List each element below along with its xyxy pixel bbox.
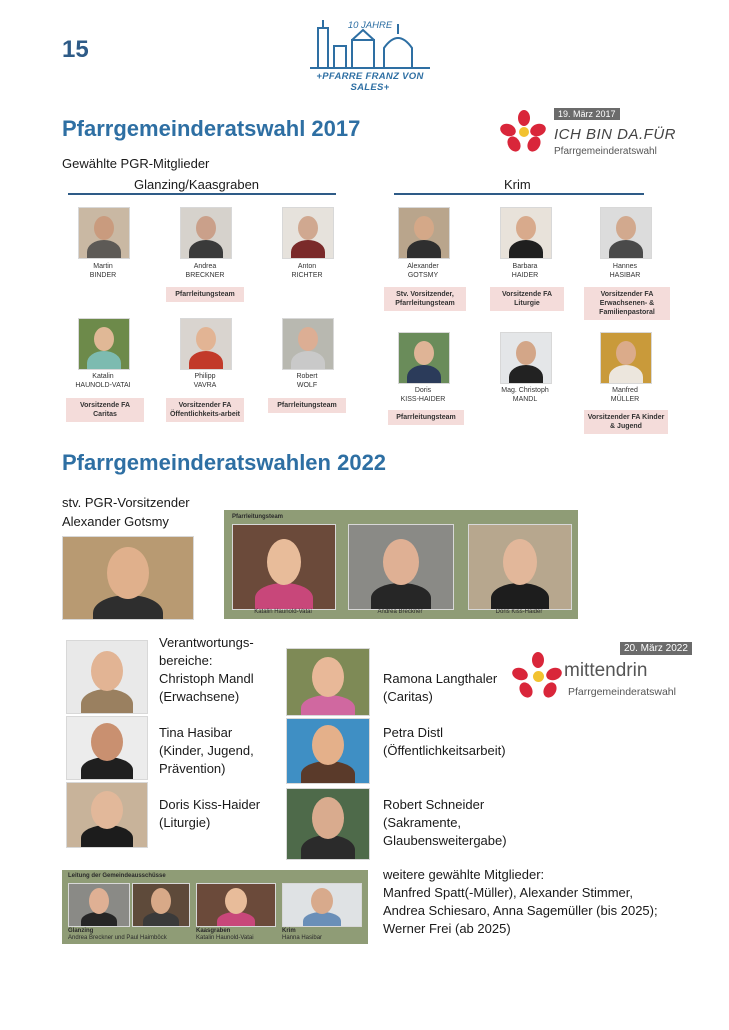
committee-place: Krim (282, 928, 296, 934)
member-photo (180, 318, 232, 370)
panel-label: Pfarrleitungsteam (232, 514, 284, 520)
vice-chair-name: Alexander Gotsmy (62, 514, 169, 529)
vice-chair-label: stv. PGR-Vorsitzender (62, 495, 190, 510)
member-name: Philipp VAVRA (193, 373, 217, 389)
panel-caption: Katalin Haunold-Vatai (254, 609, 312, 615)
parish-name: +PFARRE FRANZ VON SALES+ (316, 71, 424, 93)
member-name: Katalin HAUNOLD-VATAI (75, 373, 131, 389)
member-photo (286, 648, 370, 716)
member-name: Martin BINDER (89, 263, 117, 279)
member-name: Barbara HAIDER (511, 263, 539, 279)
member-photo (282, 883, 362, 927)
election-stamp-2022 (512, 640, 688, 706)
member-photo (78, 207, 130, 259)
member-name: Andrea BRECKNER (185, 263, 225, 279)
member-photo (66, 716, 148, 780)
member-role: Vorsitzende FA Caritas (66, 398, 144, 422)
member-role: Pfarrleitungsteam (388, 410, 464, 425)
member-photo (286, 718, 370, 784)
member-photo (66, 640, 148, 714)
member-role: Pfarrleitungsteam (166, 287, 244, 302)
member-photo (398, 207, 450, 259)
leadership-team-panel (224, 510, 578, 619)
member-name: Hannes HASIBAR (609, 263, 641, 279)
committee-place: Glanzing (68, 928, 94, 934)
member-photo (348, 524, 454, 610)
stamp-date: 20. März 2022 (620, 642, 692, 655)
group-heading-glanzing: Glanzing/Kaasgraben (134, 177, 260, 192)
member-photo (600, 207, 652, 259)
section-title-2022: Pfarrgemeinderatswahlen 2022 (62, 450, 387, 475)
member-photo (468, 524, 572, 610)
member-name: Anton RICHTER (291, 263, 323, 279)
elected-members-label: Gewählte PGR-Mitglieder (62, 156, 210, 171)
member-photo (196, 883, 276, 927)
committee-names: Hanna Hasibar (282, 935, 323, 941)
divider-krim (394, 193, 644, 195)
stamp-subtitle: Pfarrgemeinderatswahl (568, 686, 676, 698)
responsibility-item: Christoph Mandl (Erwachsene) (159, 671, 254, 704)
committee-names: Katalin Haunold-Vatai (196, 935, 254, 941)
vice-chair-photo (62, 536, 194, 620)
member-photo (282, 207, 334, 259)
member-photo (232, 524, 336, 610)
member-photo (180, 207, 232, 259)
member-photo (132, 883, 190, 927)
member-role: Vorsitzende FA Liturgie (490, 287, 564, 311)
member-name: Alexander GOTSMY (407, 263, 439, 279)
stamp-slogan: mittendrin (564, 660, 648, 681)
member-role: Vorsitzender FA Erwachsenen- & Familienpastoral (584, 287, 670, 320)
committee-leadership-panel (62, 870, 368, 944)
member-photo (500, 332, 552, 384)
member-role: Vorsitzender FA Öffentlichkeits-arbeit (166, 398, 244, 422)
member-role: Vorsitzender FA Kinder & Jugend (584, 410, 668, 434)
member-photo (282, 318, 334, 370)
member-photo (398, 332, 450, 384)
group-heading-krim: Krim (504, 177, 531, 192)
panel-label: Leitung der Gemeindeausschüsse (68, 873, 166, 879)
member-name: Doris KISS-HAIDER (400, 387, 446, 403)
member-photo (286, 788, 370, 860)
section-title-2017: Pfarrgemeinderatswahl 2017 (62, 116, 361, 141)
committee-names: Andrea Breckner und Paul Haimböck (68, 935, 167, 941)
member-name: Mag. Christoph MANDL (501, 387, 549, 403)
responsibility-item: Robert Schneider (Sakramente, Glaubensweitergabe) (383, 797, 507, 848)
stamp-subtitle: Pfarrgemeinderatswahl (554, 146, 657, 157)
panel-caption: Andrea Breckner (377, 609, 423, 615)
member-photo (68, 883, 130, 927)
member-photo (78, 318, 130, 370)
member-photo (66, 782, 148, 848)
member-role: Stv. Vorsitzender, Pfarrleitungsteam (384, 287, 466, 311)
further-members: weitere gewählte Mitglieder: Manfred Spatt(-Müller), Alexander Stimmer, Andrea Schiesaro, Anna Sagemüller (bis 2025); Werner Frei (ab 2025) (383, 867, 658, 936)
page-number: 15 (62, 36, 89, 63)
anniversary-years: 10 JAHRE (347, 20, 393, 31)
responsibility-item: Doris Kiss-Haider (Liturgie) (159, 797, 261, 830)
parish-anniversary-logo (300, 18, 440, 93)
member-photo (500, 207, 552, 259)
responsibilities-heading: Verantwortungs- bereiche: (159, 635, 254, 668)
stamp-slogan: ICH BIN DA.FÜR (554, 126, 677, 143)
responsibility-item: Petra Distl (Öffentlichkeitsarbeit) (383, 725, 506, 758)
member-role: Pfarrleitungsteam (268, 398, 346, 413)
member-name: Robert WOLF (296, 373, 318, 389)
stamp-date: 19. März 2017 (554, 108, 620, 120)
panel-caption: Doris Kiss-Haider (495, 609, 543, 615)
committee-place: Kaasgraben (196, 928, 231, 934)
election-stamp-2017 (498, 104, 677, 164)
responsibility-item: Ramona Langthaler (Caritas) (383, 671, 498, 704)
flower-logo-icon (514, 652, 562, 700)
member-name: Manfred MÜLLER (610, 387, 640, 403)
flower-logo-icon (502, 110, 546, 154)
member-photo (600, 332, 652, 384)
responsibility-item: Tina Hasibar (Kinder, Jugend, Prävention) (159, 725, 254, 776)
divider-glanzing (68, 193, 336, 195)
